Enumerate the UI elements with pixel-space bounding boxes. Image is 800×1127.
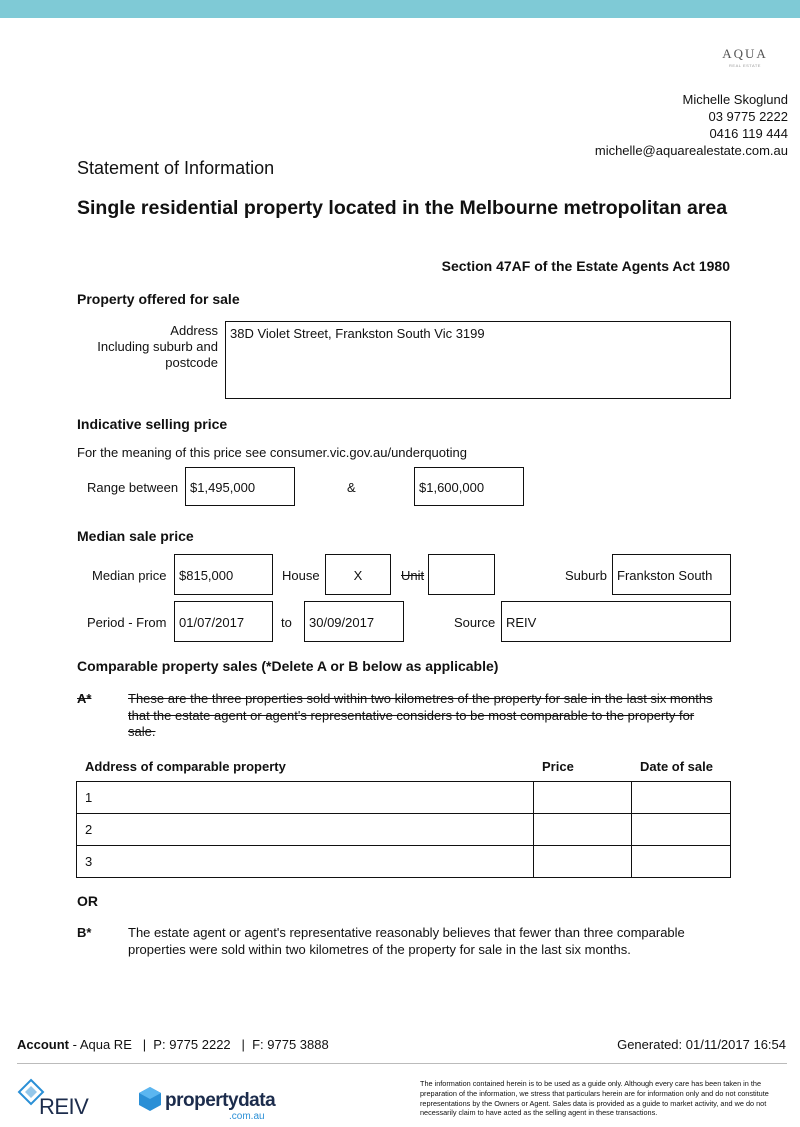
row-date-cell[interactable] <box>632 782 731 814</box>
propertydata-logo: propertydata .com.au <box>137 1084 297 1124</box>
row-date-cell[interactable] <box>632 846 731 878</box>
address-field[interactable]: 38D Violet Street, Frankston South Vic 3199 <box>225 321 731 399</box>
period-to-field[interactable]: 30/09/2017 <box>304 601 404 642</box>
col-address-header: Address of comparable property <box>85 759 286 774</box>
account-details: - Aqua RE | P: 9775 2222 | F: 9775 3888 <box>69 1037 329 1052</box>
range-ampersand: & <box>347 480 356 495</box>
period-from-label: Period - From <box>87 615 167 630</box>
row-address-cell[interactable]: 2 <box>77 814 534 846</box>
source-field[interactable]: REIV <box>501 601 731 642</box>
agent-email: michelle@aquarealestate.com.au <box>594 143 788 158</box>
range-high-field[interactable]: $1,600,000 <box>414 467 524 506</box>
top-accent-bar <box>0 0 800 18</box>
option-a-marker: A* <box>77 691 92 706</box>
comparable-table <box>76 781 731 878</box>
table-row <box>77 782 731 814</box>
row-address-cell[interactable]: 1 <box>77 782 534 814</box>
median-price-field[interactable]: $815,000 <box>174 554 273 595</box>
address-label: Address Including suburb and postcode <box>97 323 218 370</box>
unit-checkbox[interactable] <box>428 554 495 595</box>
source-label: Source <box>454 615 496 630</box>
suburb-field[interactable]: Frankston South <box>612 554 731 595</box>
indicative-heading: Indicative selling price <box>77 416 228 432</box>
footer-divider <box>17 1063 787 1064</box>
median-price-label: Median price <box>92 568 167 583</box>
agent-phone: 03 9775 2222 <box>708 109 788 124</box>
col-date-header: Date of sale <box>640 759 713 774</box>
house-label: House <box>282 568 320 583</box>
generated-timestamp: Generated: 01/11/2017 16:54 <box>617 1037 786 1052</box>
period-from-field[interactable]: 01/07/2017 <box>174 601 273 642</box>
suburb-label: Suburb <box>565 568 607 583</box>
disclaimer-text: The information contained herein is to be used as a guide only. Although every care has been taken in the preparation of the information, we stress that particulars herein are for information only and do not constitute representations by the Owners or Agent. Sales data is provided as a guide to market activity, and we do not necessarily claim to have acted as the selling agent in these transactions. <box>420 1079 769 1118</box>
table-row <box>77 814 731 846</box>
range-low-field[interactable]: $1,495,000 <box>185 467 295 506</box>
agent-mobile: 0416 119 444 <box>709 126 788 141</box>
row-address-cell[interactable]: 3 <box>77 846 534 878</box>
statement-title: Statement of Information <box>77 158 275 178</box>
comparable-heading: Comparable property sales (*Delete A or B below as applicable) <box>77 658 499 674</box>
aqua-logo: AQUA REAL ESTATE <box>722 46 768 68</box>
row-price-cell[interactable] <box>534 814 632 846</box>
range-label: Range between <box>87 480 179 495</box>
option-b-marker: B* <box>77 925 92 940</box>
agent-name: Michelle Skoglund <box>682 92 788 107</box>
agent-contact <box>595 91 788 159</box>
reiv-logo: REIV <box>17 1078 107 1122</box>
row-price-cell[interactable] <box>534 846 632 878</box>
underquoting-note: For the meaning of this price see consumer.vic.gov.au/underquoting <box>77 445 467 460</box>
median-heading: Median sale price <box>77 528 194 544</box>
house-checkbox[interactable]: X <box>325 554 391 595</box>
row-price-cell[interactable] <box>534 782 632 814</box>
period-to-label: to <box>281 615 292 630</box>
account-info <box>17 1037 329 1052</box>
account-label: Account <box>17 1037 69 1052</box>
property-heading: Property offered for sale <box>77 291 240 307</box>
main-title: Single residential property located in the Melbourne metropolitan area <box>77 197 728 219</box>
or-separator: OR <box>77 893 98 909</box>
propertydata-hex-icon <box>137 1086 163 1112</box>
option-a-text: These are the three properties sold within two kilometres of the property for sale in the last six months that the estate agent or agent's representative considers to be most comparable to the property for sale. <box>128 691 713 739</box>
col-price-header: Price <box>542 759 574 774</box>
option-b-text: The estate agent or agent's representative reasonably believes that fewer than three comparable properties were sold within two kilometres of the property for sale in the last six months. <box>128 925 685 957</box>
row-date-cell[interactable] <box>632 814 731 846</box>
unit-label: Unit <box>401 568 425 583</box>
table-row <box>77 846 731 878</box>
section-reference: Section 47AF of the Estate Agents Act 1980 <box>441 258 730 274</box>
